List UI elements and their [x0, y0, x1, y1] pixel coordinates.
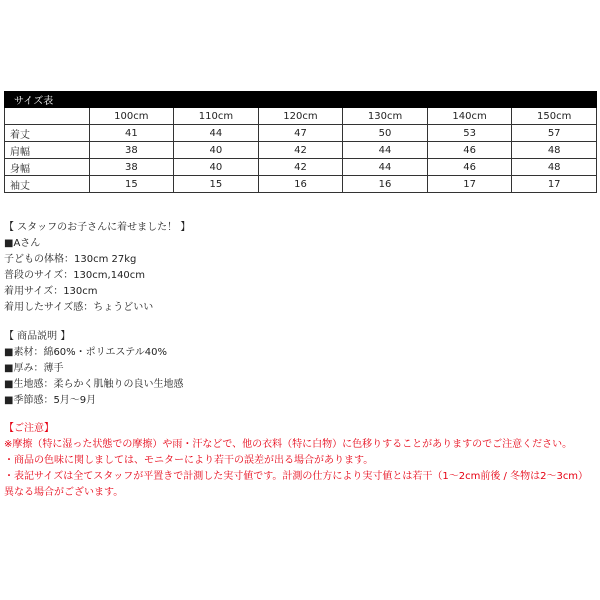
size-header-row [5, 108, 597, 125]
table-cell: 38 [89, 142, 174, 159]
table-cell: 41 [89, 125, 174, 142]
table-row [5, 142, 597, 159]
row-label: 袖丈 [5, 176, 90, 193]
staff-review-section [4, 220, 190, 316]
table-cell: 46 [427, 142, 512, 159]
table-cell: 16 [258, 176, 343, 193]
table-cell: 17 [512, 176, 597, 193]
table-cell: 48 [512, 142, 597, 159]
table-row [5, 176, 597, 193]
table-row [5, 125, 597, 142]
staff-review-line: 普段のサイズ：130cm,140cm [4, 270, 146, 281]
size-header: 110cm [174, 108, 259, 125]
table-cell: 46 [427, 159, 512, 176]
table-cell: 57 [512, 125, 597, 142]
table-cell: 15 [89, 176, 174, 193]
product-description-line: ■季節感：5月～9月 [4, 395, 97, 406]
product-description-line: ■厚み：薄手 [4, 363, 64, 374]
table-cell: 42 [258, 159, 343, 176]
table-cell: 47 [258, 125, 343, 142]
table-cell: 17 [427, 176, 512, 193]
table-cell: 16 [343, 176, 428, 193]
size-header: 140cm [427, 108, 512, 125]
notice-line: ・商品の色味に関しましては、モニターにより若干の誤差が出る場合があります。 [4, 455, 374, 466]
row-label: 肩幅 [5, 142, 90, 159]
table-cell: 42 [258, 142, 343, 159]
product-description-section [4, 329, 183, 409]
notice-heading: 【ご注意】 [4, 423, 54, 434]
table-row [5, 159, 597, 176]
notice-section [4, 421, 596, 501]
table-cell: 38 [89, 159, 174, 176]
product-description-heading: 【 商品説明 】 [4, 331, 71, 342]
size-header: 100cm [89, 108, 174, 125]
table-cell: 44 [174, 125, 259, 142]
staff-review-heading: 【 スタッフのお子さんに着せました！ 】 [4, 222, 191, 233]
staff-review-line: 子どもの体格：130cm 27kg [4, 254, 137, 265]
table-cell: 44 [343, 142, 428, 159]
table-cell: 50 [343, 125, 428, 142]
row-label: 着丈 [5, 125, 90, 142]
table-cell: 44 [343, 159, 428, 176]
staff-review-line: ■Aさん [4, 238, 41, 249]
notice-line: ※摩擦（特に湿った状態での摩擦）や雨・汗などで、他の衣料（特に白物）に色移りすることがありますのでご注意ください。 [4, 439, 573, 450]
staff-review-line: 着用したサイズ感：ちょうどいい [4, 302, 154, 313]
product-description-line: ■素材：綿60%・ポリエステル40% [4, 347, 168, 358]
staff-review-line: 着用サイズ：130cm [4, 286, 98, 297]
notice-line: ・表記サイズは全てスタッフが平置きで計測した実寸値です。計測の仕方により実寸値とは若干（1～2cm前後 / 冬物は2～3cm）異なる場合がございます。 [4, 471, 589, 498]
table-cell: 53 [427, 125, 512, 142]
table-cell: 48 [512, 159, 597, 176]
size-header-empty [5, 108, 90, 125]
table-cell: 15 [174, 176, 259, 193]
size-header: 150cm [512, 108, 597, 125]
size-header: 120cm [258, 108, 343, 125]
table-cell: 40 [174, 159, 259, 176]
size-table [4, 91, 597, 193]
size-table-title-row [5, 92, 597, 108]
row-label: 身幅 [5, 159, 90, 176]
size-header: 130cm [343, 108, 428, 125]
table-cell: 40 [174, 142, 259, 159]
product-description-line: ■生地感：柔らかく肌触りの良い生地感 [4, 379, 184, 390]
size-table-title: サイズ表 [5, 92, 597, 108]
